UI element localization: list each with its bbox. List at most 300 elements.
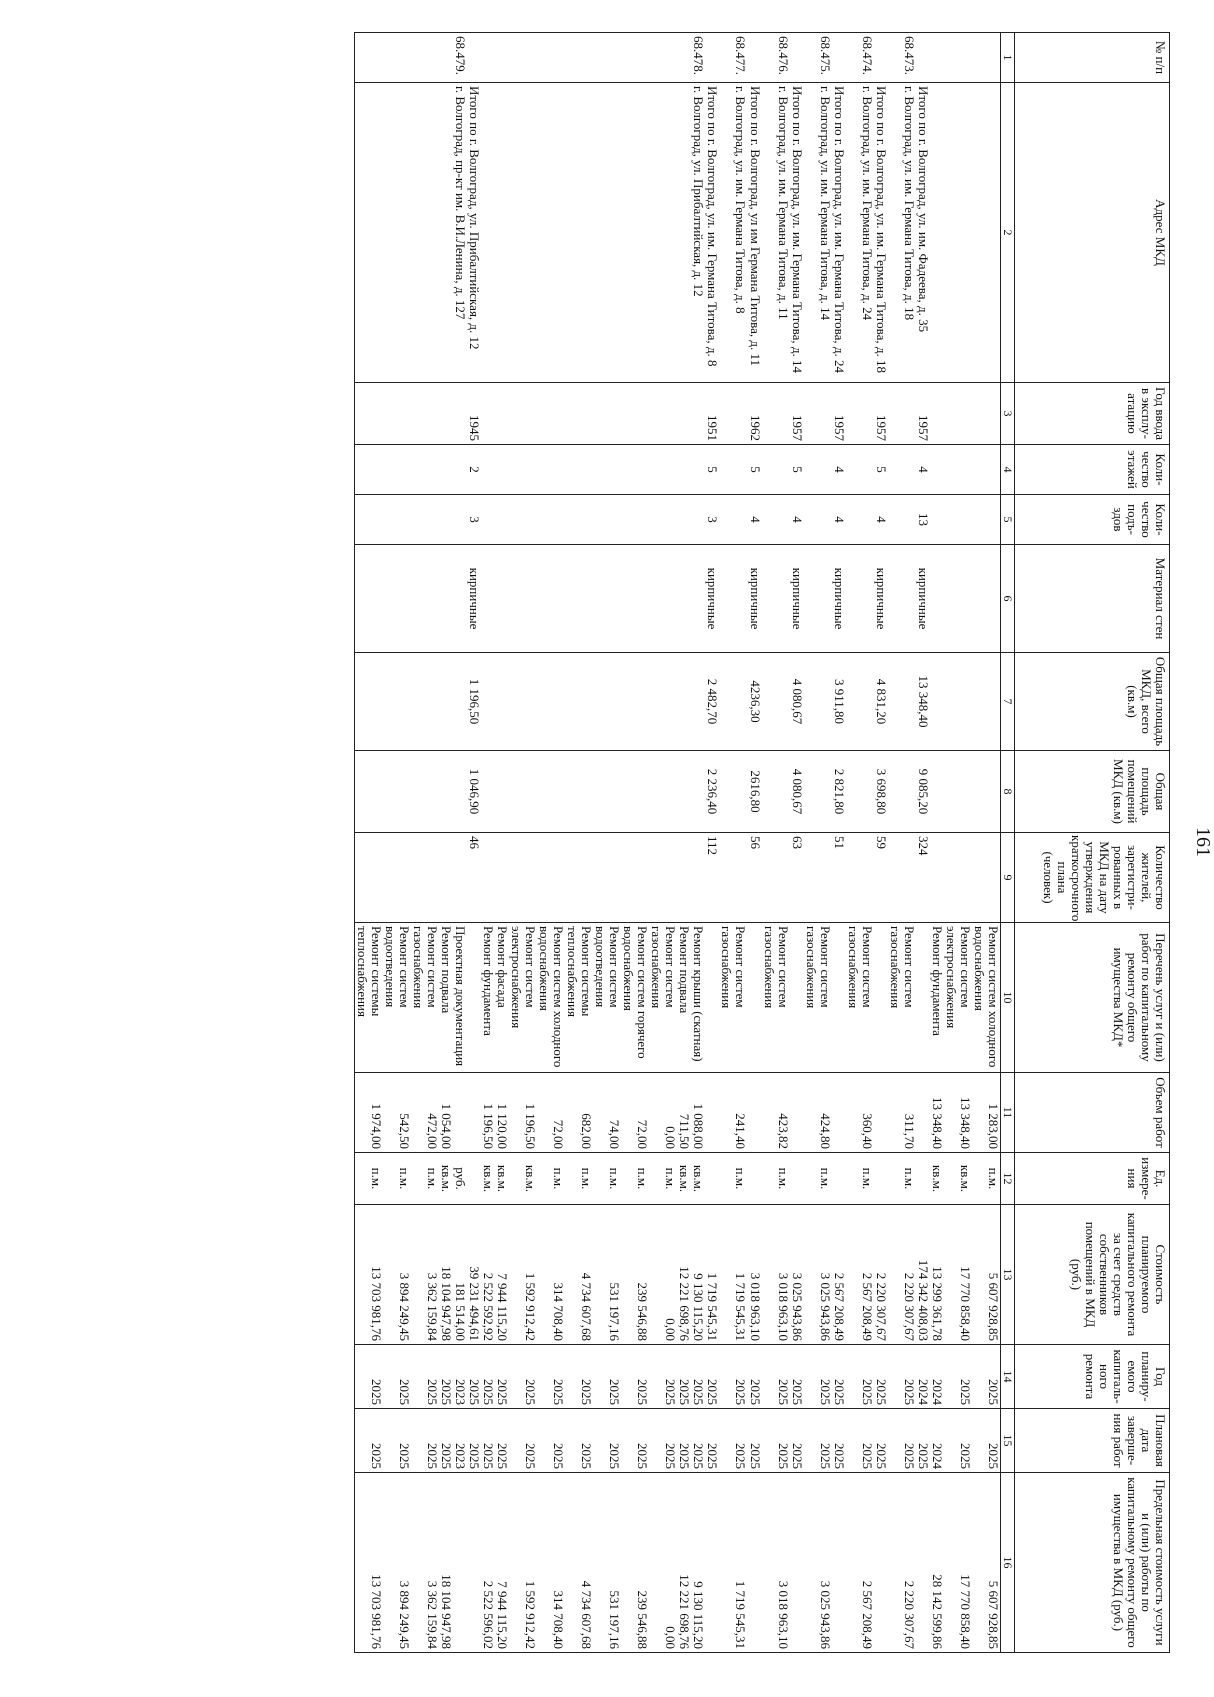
cell-col-8 <box>944 751 972 833</box>
cell-col-12: кв.м. <box>677 1153 691 1205</box>
table-row <box>972 33 1001 1653</box>
cell-col-3: 1951 <box>705 383 719 445</box>
cell-col-6 <box>621 545 649 653</box>
cell-col-4 <box>383 445 411 495</box>
cell-col-11: 1 196,50 <box>481 1073 495 1153</box>
cell-col-3 <box>930 383 944 445</box>
cell-col-11 <box>832 1073 846 1153</box>
cell-col-16 <box>916 1473 930 1653</box>
column-number: 6 <box>1001 545 1015 653</box>
cell-col-2: Итого по г. Волгоград, ул. Прибалтийская, д. 12 <box>467 83 481 383</box>
cell-col-14: 2025 <box>846 1345 874 1409</box>
cell-col-8: 9 085,20 <box>916 751 930 833</box>
cell-col-5 <box>677 495 691 545</box>
cell-col-14: 2025 <box>677 1345 691 1409</box>
cell-col-14: 2023 <box>453 1345 467 1409</box>
cell-col-6: кирпичные <box>747 545 761 653</box>
cell-col-12 <box>874 1153 888 1205</box>
cell-col-14: 2025 <box>944 1345 972 1409</box>
table-row <box>593 33 621 1653</box>
cell-col-13: 17 770 858,40 <box>944 1205 972 1345</box>
cell-col-4 <box>944 445 972 495</box>
cell-col-2 <box>439 83 453 383</box>
cell-col-9 <box>439 833 453 923</box>
column-number: 16 <box>1001 1473 1015 1653</box>
cell-col-12: п.м. <box>537 1153 565 1205</box>
cell-col-7 <box>383 653 411 751</box>
cell-col-13: 7 944 115,20 <box>495 1205 509 1345</box>
cell-col-8 <box>804 751 832 833</box>
cell-col-11: 711,50 <box>677 1073 691 1153</box>
cell-col-6 <box>565 545 593 653</box>
cell-col-5 <box>621 495 649 545</box>
cell-col-14: 2025 <box>762 1345 790 1409</box>
cell-col-15: 2025 <box>677 1409 691 1473</box>
cell-col-4 <box>649 445 677 495</box>
cell-col-11: 472,00 <box>411 1073 439 1153</box>
cell-col-13: 1 719 545,31 <box>705 1205 719 1345</box>
cell-col-6 <box>719 545 747 653</box>
cell-col-2: г. Волгоград, ул. им. Германа Титова, д. 8 <box>719 83 747 383</box>
cell-col-9 <box>888 833 916 923</box>
cell-col-13: 314 708,40 <box>537 1205 565 1345</box>
column-header: Плановая дата заверше-ния работ <box>1015 1409 1170 1473</box>
cell-col-6 <box>593 545 621 653</box>
cell-col-16: 3 894 249,45 <box>383 1473 411 1653</box>
table-body <box>354 33 1000 1653</box>
cell-col-16: 5 607 928,85 <box>972 1473 1001 1653</box>
cell-col-3 <box>804 383 832 445</box>
cell-col-2 <box>481 83 495 383</box>
cell-col-2 <box>944 83 972 383</box>
table-row <box>453 33 467 1653</box>
cell-col-10: Ремонт систем водоотведения <box>383 923 411 1073</box>
cell-col-2 <box>383 83 411 383</box>
cell-col-16: 0,00 <box>649 1473 677 1653</box>
cell-col-9: 46 <box>467 833 481 923</box>
cell-col-3 <box>354 383 383 445</box>
cell-col-12: п.м. <box>972 1153 1001 1205</box>
cell-col-3 <box>439 383 453 445</box>
cell-col-6 <box>762 545 790 653</box>
cell-col-8 <box>593 751 621 833</box>
cell-col-1 <box>944 33 972 83</box>
cell-col-12: п.м. <box>719 1153 747 1205</box>
cell-col-6 <box>495 545 509 653</box>
cell-col-16: 1 719 545,31 <box>719 1473 747 1653</box>
cell-col-10: Ремонт систем газоснабжения <box>649 923 677 1073</box>
cell-col-8 <box>972 751 1001 833</box>
cell-col-15: 2024 <box>930 1409 944 1473</box>
cell-col-16: 28 142 599,86 <box>930 1473 944 1653</box>
column-number: 5 <box>1001 495 1015 545</box>
cell-col-16 <box>874 1473 888 1653</box>
cell-col-1 <box>383 33 411 83</box>
cell-col-16: 4 734 607,68 <box>565 1473 593 1653</box>
cell-col-1 <box>790 33 804 83</box>
cell-col-13: 239 546,88 <box>621 1205 649 1345</box>
cell-col-13: 2 220 307,67 <box>874 1205 888 1345</box>
cell-col-12: п.м. <box>621 1153 649 1205</box>
cell-col-14: 2025 <box>649 1345 677 1409</box>
cell-col-3 <box>691 383 705 445</box>
cell-col-2 <box>930 83 944 383</box>
cell-col-8 <box>930 751 944 833</box>
table-row <box>354 33 383 1653</box>
cell-col-5: 4 <box>747 495 761 545</box>
table-row <box>790 33 804 1653</box>
cell-col-10: Проектная документация <box>453 923 467 1073</box>
cell-col-7: 4 831,20 <box>874 653 888 751</box>
cell-col-13: 5 607 928,85 <box>972 1205 1001 1345</box>
cell-col-7 <box>972 653 1001 751</box>
cell-col-1: 68.475. <box>804 33 832 83</box>
cell-col-4 <box>762 445 790 495</box>
cell-col-2 <box>411 83 439 383</box>
cell-col-12: кв.м. <box>439 1153 453 1205</box>
cell-col-15: 2025 <box>916 1409 930 1473</box>
cell-col-2 <box>565 83 593 383</box>
cell-col-4 <box>593 445 621 495</box>
cell-col-13: 3 894 249,45 <box>383 1205 411 1345</box>
cell-col-1 <box>411 33 439 83</box>
cell-col-3 <box>593 383 621 445</box>
cell-col-2: г. Волгоград, ул. им. Германа Титова, д. 18 <box>888 83 916 383</box>
cell-col-16: 3 362 159,84 <box>411 1473 439 1653</box>
cell-col-10 <box>790 923 804 1073</box>
cell-col-10: Ремонт систем горячего водоснабжения <box>621 923 649 1073</box>
column-number: 7 <box>1001 653 1015 751</box>
cell-col-6 <box>383 545 411 653</box>
cell-col-1 <box>916 33 930 83</box>
cell-col-3 <box>411 383 439 445</box>
cell-col-6 <box>481 545 495 653</box>
cell-col-11 <box>467 1073 481 1153</box>
cell-col-9: 63 <box>790 833 804 923</box>
cell-col-6 <box>930 545 944 653</box>
cell-col-2 <box>354 83 383 383</box>
table-row <box>719 33 747 1653</box>
table-row <box>481 33 495 1653</box>
cell-col-5 <box>383 495 411 545</box>
cell-col-1 <box>930 33 944 83</box>
cell-col-4: 5 <box>790 445 804 495</box>
cell-col-8 <box>411 751 439 833</box>
cell-col-15: 2025 <box>762 1409 790 1473</box>
column-header: Перечень услуг и (или) работ по капитальному ремонту общего имущества МКД* <box>1015 923 1170 1073</box>
cell-col-14: 2025 <box>691 1345 705 1409</box>
cell-col-14: 2025 <box>509 1345 537 1409</box>
cell-col-1: 68.476. <box>762 33 790 83</box>
cell-col-1: 68.473. <box>888 33 916 83</box>
cell-col-3 <box>383 383 411 445</box>
cell-col-10: Ремонт систем газоснабжения <box>762 923 790 1073</box>
cell-col-8: 2 821,80 <box>832 751 846 833</box>
cell-col-4 <box>565 445 593 495</box>
cell-col-12: п.м. <box>411 1153 439 1205</box>
cell-col-2 <box>509 83 537 383</box>
table-row <box>509 33 537 1653</box>
cell-col-7 <box>509 653 537 751</box>
cell-col-1: 68.477. <box>719 33 747 83</box>
cell-col-9 <box>804 833 832 923</box>
cell-col-12 <box>832 1153 846 1205</box>
cell-col-4: 4 <box>916 445 930 495</box>
cell-col-7 <box>411 653 439 751</box>
cell-col-16 <box>747 1473 761 1653</box>
table-row <box>916 33 930 1653</box>
column-header: Материал стен <box>1015 545 1170 653</box>
cell-col-4 <box>481 445 495 495</box>
cell-col-9 <box>691 833 705 923</box>
cell-col-4: 2 <box>467 445 481 495</box>
cell-col-7: 1 196,50 <box>467 653 481 751</box>
cell-col-12: п.м. <box>888 1153 916 1205</box>
cell-col-5 <box>888 495 916 545</box>
cell-col-9 <box>537 833 565 923</box>
cell-col-8: 4 080,67 <box>790 751 804 833</box>
cell-col-9 <box>481 833 495 923</box>
cell-col-13: 3 018 963,10 <box>747 1205 761 1345</box>
cell-col-15: 2025 <box>747 1409 761 1473</box>
cell-col-12: п.м. <box>804 1153 832 1205</box>
cell-col-16: 2 567 208,49 <box>846 1473 874 1653</box>
cell-col-4: 5 <box>747 445 761 495</box>
cell-col-14: 2025 <box>972 1345 1001 1409</box>
cell-col-14: 2025 <box>495 1345 509 1409</box>
cell-col-6: кирпичные <box>467 545 481 653</box>
cell-col-7 <box>762 653 790 751</box>
cell-col-4 <box>719 445 747 495</box>
cell-col-2 <box>537 83 565 383</box>
column-number: 12 <box>1001 1153 1015 1205</box>
column-number: 9 <box>1001 833 1015 923</box>
cell-col-9 <box>593 833 621 923</box>
table-row <box>705 33 719 1653</box>
cell-col-14: 2025 <box>874 1345 888 1409</box>
cell-col-7 <box>354 653 383 751</box>
cell-col-5 <box>439 495 453 545</box>
cell-col-15: 2025 <box>467 1409 481 1473</box>
cell-col-15: 2025 <box>383 1409 411 1473</box>
cell-col-11: 1 120,00 <box>495 1073 509 1153</box>
cell-col-15: 2025 <box>691 1409 705 1473</box>
column-header: Год ввода в эксплу-атацию <box>1015 383 1170 445</box>
cell-col-15: 2025 <box>874 1409 888 1473</box>
cell-col-15: 2025 <box>439 1409 453 1473</box>
column-number: 10 <box>1001 923 1015 1073</box>
table-row <box>832 33 846 1653</box>
cell-col-9 <box>565 833 593 923</box>
cell-col-15: 2025 <box>719 1409 747 1473</box>
cell-col-14: 2024 <box>930 1345 944 1409</box>
cell-col-15: 2025 <box>846 1409 874 1473</box>
cell-col-6: кирпичные <box>916 545 930 653</box>
cell-col-8 <box>846 751 874 833</box>
cell-col-2 <box>621 83 649 383</box>
cell-col-13: 18 104 947,98 <box>439 1205 453 1345</box>
page-number-wrapper <box>1191 32 1214 1652</box>
table-row <box>495 33 509 1653</box>
cell-col-10 <box>467 923 481 1073</box>
cell-col-15: 2025 <box>888 1409 916 1473</box>
column-header: Общая площадь помещений МКД (кв.м) <box>1015 751 1170 833</box>
cell-col-4 <box>453 445 467 495</box>
cell-col-13: 1 719 545,31 <box>719 1205 747 1345</box>
cell-col-13: 531 197,16 <box>593 1205 621 1345</box>
cell-col-5 <box>944 495 972 545</box>
cell-col-5 <box>691 495 705 545</box>
cell-col-4 <box>930 445 944 495</box>
cell-col-15: 2025 <box>649 1409 677 1473</box>
cell-col-16 <box>453 1473 467 1653</box>
cell-col-10: Ремонт систем водоотведения <box>593 923 621 1073</box>
cell-col-11: 1 283,00 <box>972 1073 1001 1153</box>
cell-col-10 <box>705 923 719 1073</box>
cell-col-8: 1 046,90 <box>467 751 481 833</box>
cell-col-3 <box>565 383 593 445</box>
cell-col-7 <box>621 653 649 751</box>
cell-col-15: 2025 <box>481 1409 495 1473</box>
cell-col-12: п.м. <box>593 1153 621 1205</box>
cell-col-4 <box>495 445 509 495</box>
cell-col-11: 72,00 <box>537 1073 565 1153</box>
cell-col-16: 9 130 115,20 <box>691 1473 705 1653</box>
cell-col-5 <box>719 495 747 545</box>
cell-col-8 <box>354 751 383 833</box>
cell-col-12: п.м. <box>565 1153 593 1205</box>
cell-col-3 <box>944 383 972 445</box>
cell-col-5 <box>453 495 467 545</box>
column-header: Год планиру-емого капиталь-ного ремонта <box>1015 1345 1170 1409</box>
cell-col-12 <box>916 1153 930 1205</box>
cell-col-15: 2025 <box>944 1409 972 1473</box>
cell-col-11: 1 196,50 <box>509 1073 537 1153</box>
cell-col-5: 4 <box>790 495 804 545</box>
cell-col-11: 360,40 <box>846 1073 874 1153</box>
cell-col-15: 2025 <box>495 1409 509 1473</box>
cell-col-9 <box>677 833 691 923</box>
cell-col-8 <box>677 751 691 833</box>
cell-col-9 <box>972 833 1001 923</box>
cell-col-9 <box>354 833 383 923</box>
cell-col-1 <box>972 33 1001 83</box>
cell-col-7 <box>944 653 972 751</box>
cell-col-16: 12 221 698,76 <box>677 1473 691 1653</box>
cell-col-12: п.м. <box>649 1153 677 1205</box>
cell-col-13: 2 567 208,49 <box>846 1205 874 1345</box>
cell-col-7: 2 482,70 <box>705 653 719 751</box>
cell-col-4 <box>972 445 1001 495</box>
cell-col-5 <box>762 495 790 545</box>
cell-col-8 <box>453 751 467 833</box>
column-number: 8 <box>1001 751 1015 833</box>
cell-col-8 <box>691 751 705 833</box>
cell-col-14: 2025 <box>593 1345 621 1409</box>
cell-col-10: Ремонт систем газоснабжения <box>411 923 439 1073</box>
cell-col-8 <box>439 751 453 833</box>
repair-plan-table <box>354 32 1170 1653</box>
cell-col-10 <box>747 923 761 1073</box>
cell-col-11 <box>916 1073 930 1153</box>
cell-col-1 <box>593 33 621 83</box>
cell-col-11 <box>453 1073 467 1153</box>
cell-col-7: 13 348,40 <box>916 653 930 751</box>
table-row <box>467 33 481 1653</box>
cell-col-5: 4 <box>874 495 888 545</box>
cell-col-13: 2 567 208,49 <box>832 1205 846 1345</box>
cell-col-6 <box>649 545 677 653</box>
cell-col-11: 423,82 <box>762 1073 790 1153</box>
table-row <box>677 33 691 1653</box>
cell-col-13: 13 299 361,78 <box>930 1205 944 1345</box>
cell-col-2: г. Волгоград, ул. Прибалтийская, д. 12 <box>691 83 705 383</box>
cell-col-3: 1957 <box>832 383 846 445</box>
cell-col-4 <box>621 445 649 495</box>
cell-col-13: 3 025 943,86 <box>804 1205 832 1345</box>
cell-col-9 <box>509 833 537 923</box>
cell-col-15: 2025 <box>593 1409 621 1473</box>
cell-col-1 <box>874 33 888 83</box>
cell-col-3 <box>846 383 874 445</box>
cell-col-9 <box>930 833 944 923</box>
cell-col-6 <box>411 545 439 653</box>
cell-col-13: 4 734 607,68 <box>565 1205 593 1345</box>
cell-col-13: 13 703 981,76 <box>354 1205 383 1345</box>
cell-col-8: 2 236,40 <box>705 751 719 833</box>
cell-col-15: 2025 <box>621 1409 649 1473</box>
cell-col-14: 2025 <box>705 1345 719 1409</box>
cell-col-11: 0,00 <box>649 1073 677 1153</box>
cell-col-14: 2025 <box>481 1345 495 1409</box>
cell-col-11: 241,40 <box>719 1073 747 1153</box>
column-number: 11 <box>1001 1073 1015 1153</box>
cell-col-16: 13 703 981,76 <box>354 1473 383 1653</box>
cell-col-6: кирпичные <box>790 545 804 653</box>
cell-col-12: кв.м. <box>495 1153 509 1205</box>
column-header: Коли-чество этажей <box>1015 445 1170 495</box>
cell-col-3 <box>888 383 916 445</box>
cell-col-1 <box>621 33 649 83</box>
cell-col-5 <box>354 495 383 545</box>
cell-col-7 <box>888 653 916 751</box>
table-row <box>411 33 439 1653</box>
cell-col-8 <box>537 751 565 833</box>
cell-col-13: 39 231 494,61 <box>467 1205 481 1345</box>
cell-col-9: 324 <box>916 833 930 923</box>
cell-col-13: 181 514,00 <box>453 1205 467 1345</box>
cell-col-3 <box>495 383 509 445</box>
cell-col-1 <box>565 33 593 83</box>
cell-col-5 <box>804 495 832 545</box>
table-row <box>537 33 565 1653</box>
cell-col-7 <box>649 653 677 751</box>
cell-col-3 <box>972 383 1001 445</box>
cell-col-14: 2025 <box>888 1345 916 1409</box>
cell-col-9: 112 <box>705 833 719 923</box>
cell-col-13: 3 018 963,10 <box>762 1205 790 1345</box>
column-header: Ед. измере-ния <box>1015 1153 1170 1205</box>
cell-col-1: 68.478. <box>691 33 705 83</box>
cell-col-2 <box>495 83 509 383</box>
cell-col-15: 2025 <box>972 1409 1001 1473</box>
cell-col-8: 2616,80 <box>747 751 761 833</box>
cell-col-1 <box>677 33 691 83</box>
cell-col-11: 13 348,40 <box>944 1073 972 1153</box>
cell-col-12: п.м. <box>846 1153 874 1205</box>
column-number: 4 <box>1001 445 1015 495</box>
cell-col-12: кв.м. <box>509 1153 537 1205</box>
